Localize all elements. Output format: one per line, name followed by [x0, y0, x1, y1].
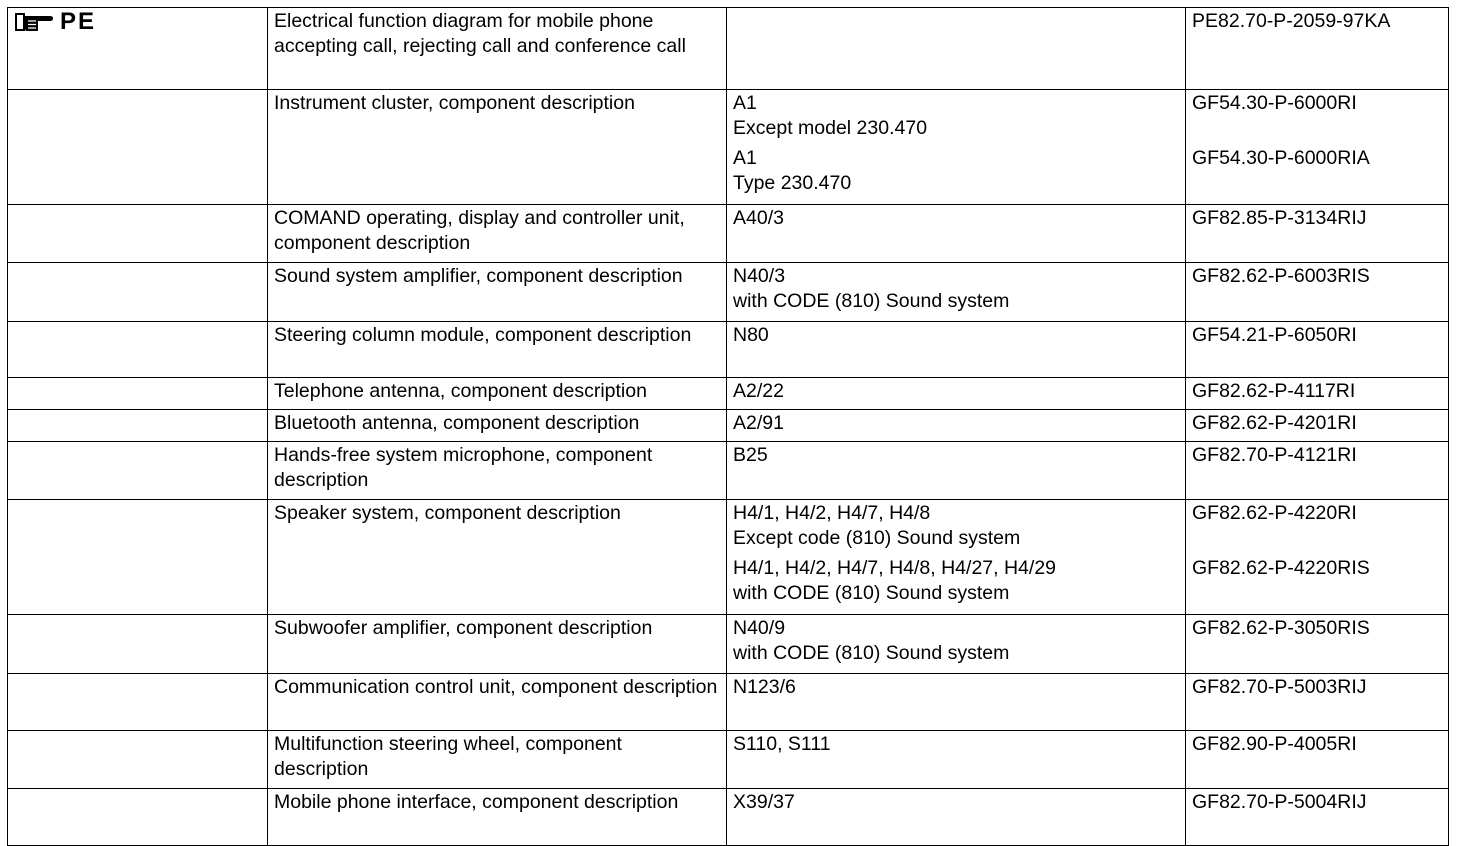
reference-cell [727, 731, 1186, 789]
description-text: Telephone antenna, component description [274, 380, 647, 402]
document-cell [1186, 615, 1449, 674]
table-row [8, 615, 1449, 674]
marker-cell [8, 674, 268, 731]
reference-line: N80 [733, 324, 769, 346]
component-reference-table [7, 7, 1449, 846]
table-row [8, 500, 1449, 615]
reference-cell [727, 789, 1186, 846]
table-row [8, 674, 1449, 731]
reference-line: Except model 230.470 [733, 117, 928, 139]
marker-cell [8, 8, 268, 90]
description-text: Subwoofer amplifier, component description [274, 617, 653, 639]
description-cell [268, 322, 727, 378]
pe-label: PE [60, 8, 97, 35]
description-cell [268, 789, 727, 846]
document-cell [1186, 731, 1449, 789]
marker-cell [8, 378, 268, 410]
description-text: COMAND operating, display and controller unit, component description [274, 207, 685, 254]
document-number: GF82.62-P-3050RIS [1192, 617, 1370, 639]
description-text: Electrical function diagram for mobile phone accepting call, rejecting call and conference call [274, 10, 686, 57]
reference-line: A1 [733, 147, 757, 169]
marker-cell [8, 90, 268, 205]
document-cell [1186, 378, 1449, 410]
document-cell [1186, 263, 1449, 322]
marker-cell [8, 410, 268, 442]
reference-line: Type 230.470 [733, 172, 852, 194]
reference-line: N40/3 [733, 265, 786, 287]
reference-cell [727, 205, 1186, 263]
table-row [8, 378, 1449, 410]
table-row [8, 442, 1449, 500]
description-cell [268, 731, 727, 789]
reference-cell [727, 500, 1186, 615]
description-text: Hands-free system microphone, component description [274, 444, 653, 491]
document-number: GF82.70-P-5003RIJ [1192, 676, 1367, 698]
hand-pointing-right-icon [14, 10, 54, 34]
marker-cell [8, 205, 268, 263]
marker-cell [8, 322, 268, 378]
document-number: GF82.70-P-5004RIJ [1192, 791, 1367, 813]
table-row [8, 263, 1449, 322]
description-text: Multifunction steering wheel, component description [274, 733, 622, 780]
marker-cell [8, 500, 268, 615]
reference-line: H4/1, H4/2, H4/7, H4/8 [733, 502, 931, 524]
reference-cell [727, 8, 1186, 90]
description-cell [268, 410, 727, 442]
document-cell [1186, 90, 1449, 205]
description-text: Speaker system, component description [274, 502, 621, 524]
reference-line: S110, S111 [733, 733, 831, 755]
reference-line: A1 [733, 92, 757, 114]
document-number: GF82.62-P-4117RI [1192, 380, 1356, 402]
document-number: GF82.62-P-4201RI [1192, 412, 1357, 434]
reference-cell [727, 263, 1186, 322]
reference-line: A40/3 [733, 207, 784, 229]
reference-line: B25 [733, 444, 768, 466]
reference-line: A2/91 [733, 412, 784, 434]
reference-line: N40/9 [733, 617, 786, 639]
reference-line: with CODE (810) Sound system [733, 642, 1010, 664]
description-cell [268, 674, 727, 731]
reference-line: X39/37 [733, 791, 795, 813]
document-number: GF54.30-P-6000RIA [1192, 147, 1370, 169]
document-cell [1186, 8, 1449, 90]
reference-line: A2/22 [733, 380, 784, 402]
table-row [8, 90, 1449, 205]
marker-cell [8, 789, 268, 846]
document-cell [1186, 322, 1449, 378]
reference-cell [727, 410, 1186, 442]
reference-cell [727, 90, 1186, 205]
description-text: Communication control unit, component description [274, 676, 718, 698]
table-row [8, 731, 1449, 789]
document-number: GF82.62-P-4220RI [1192, 502, 1357, 524]
reference-line: with CODE (810) Sound system [733, 582, 1010, 604]
description-text: Instrument cluster, component description [274, 92, 635, 114]
description-cell [268, 442, 727, 500]
document-number: GF82.62-P-6003RIS [1192, 265, 1370, 287]
table-row [8, 205, 1449, 263]
document-cell [1186, 674, 1449, 731]
document-number: GF82.62-P-4220RIS [1192, 557, 1370, 579]
document-number: GF82.85-P-3134RIJ [1192, 207, 1367, 229]
document-number: GF54.21-P-6050RI [1192, 324, 1357, 346]
document-cell [1186, 500, 1449, 615]
reference-cell [727, 674, 1186, 731]
description-cell [268, 263, 727, 322]
description-text: Mobile phone interface, component description [274, 791, 679, 813]
document-number: GF54.30-P-6000RI [1192, 92, 1357, 114]
reference-line: H4/1, H4/2, H4/7, H4/8, H4/27, H4/29 [733, 557, 1057, 579]
marker-cell [8, 442, 268, 500]
document-cell [1186, 205, 1449, 263]
document-number: PE82.70-P-2059-97KA [1192, 10, 1391, 32]
reference-line: N123/6 [733, 676, 796, 698]
description-text: Sound system amplifier, component description [274, 265, 683, 287]
reference-cell [727, 442, 1186, 500]
document-cell [1186, 410, 1449, 442]
description-cell [268, 8, 727, 90]
reference-cell [727, 378, 1186, 410]
marker-cell [8, 263, 268, 322]
description-cell [268, 378, 727, 410]
reference-cell [727, 615, 1186, 674]
reference-line: Except code (810) Sound system [733, 527, 1021, 549]
description-cell [268, 500, 727, 615]
table-row [8, 789, 1449, 846]
marker-cell [8, 731, 268, 789]
table-row [8, 410, 1449, 442]
description-cell [268, 205, 727, 263]
pe-marker [14, 9, 261, 34]
document-cell [1186, 789, 1449, 846]
document-number: GF82.90-P-4005RI [1192, 733, 1357, 755]
table-row [8, 322, 1449, 378]
description-cell [268, 615, 727, 674]
table-row [8, 8, 1449, 90]
reference-cell [727, 322, 1186, 378]
description-text: Steering column module, component description [274, 324, 692, 346]
description-text: Bluetooth antenna, component description [274, 412, 640, 434]
reference-line: with CODE (810) Sound system [733, 290, 1010, 312]
document-cell [1186, 442, 1449, 500]
marker-cell [8, 615, 268, 674]
description-cell [268, 90, 727, 205]
document-number: GF82.70-P-4121RI [1192, 444, 1357, 466]
